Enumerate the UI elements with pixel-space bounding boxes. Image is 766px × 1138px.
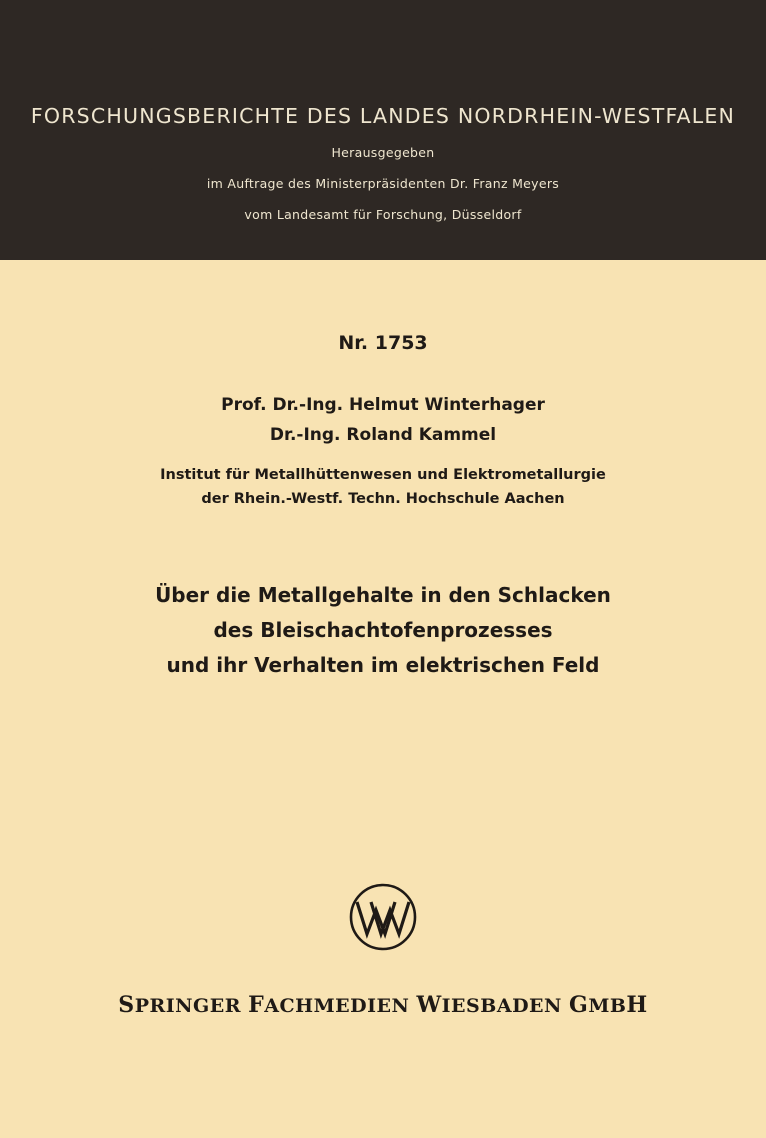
institute-line-1: Institut für Metallhüttenwesen und Elektrometallurgie: [160, 467, 606, 483]
editor-line: Herausgegeben: [331, 145, 435, 160]
author-2: Dr.-Ing. Roland Kammel: [269, 425, 497, 445]
commission-line: im Auftrage des Ministerpräsidenten Dr. Franz Meyers: [206, 176, 560, 191]
series-banner: [0, 0, 766, 260]
publisher-name: SPRINGER FACHMEDIEN WIESBADEN GMBH: [118, 992, 648, 1018]
title-line-1: Über die Metallgehalte in den Schlacken: [155, 583, 611, 607]
author-1: Prof. Dr.-Ing. Helmut Winterhager: [221, 395, 545, 415]
title-line-2: des Bleischachtofenprozesses: [213, 618, 553, 642]
series-title: FORSCHUNGSBERICHTE DES LANDES NORDRHEIN-WESTFALEN: [30, 104, 736, 128]
title-line-3: und ihr Verhalten im elektrischen Feld: [166, 653, 600, 677]
report-number: Nr. 1753: [338, 332, 428, 354]
office-line: vom Landesamt für Forschung, Düsseldorf: [244, 207, 522, 222]
publisher-logo-icon: [348, 882, 418, 952]
institute-line-2: der Rhein.-Westf. Techn. Hochschule Aachen: [201, 491, 565, 507]
